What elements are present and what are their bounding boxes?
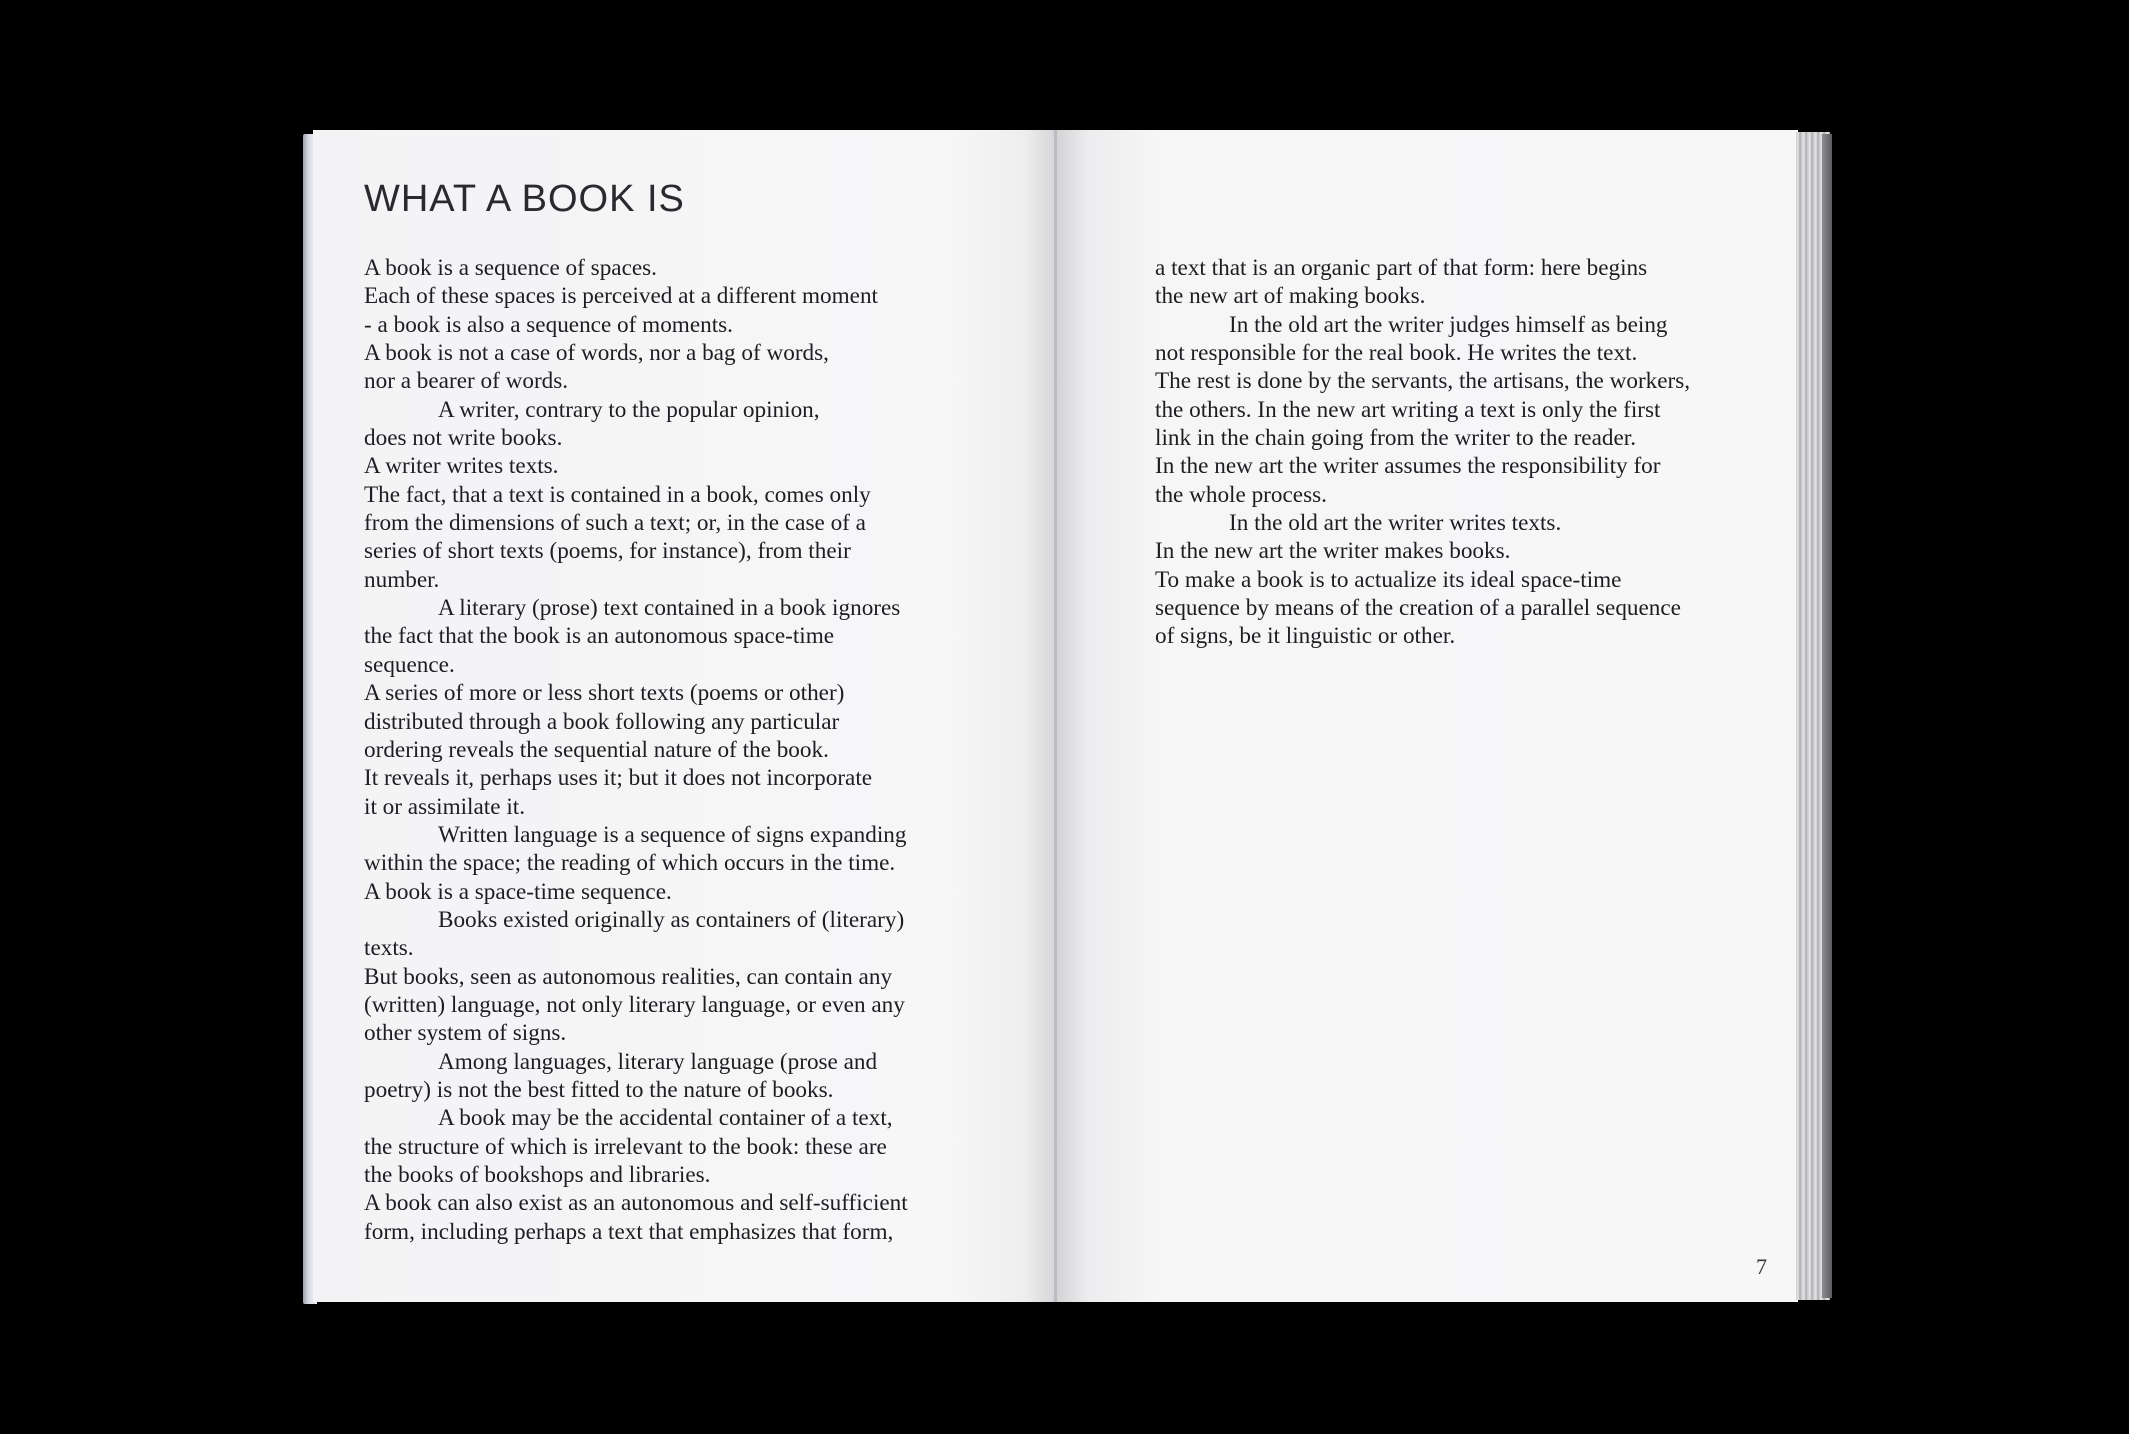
text-line: To make a book is to actualize its ideal space-time — [1155, 566, 1622, 593]
text-line: not responsible for the real book. He writes the text. — [1155, 340, 1638, 367]
text-line: In the old art the writer writes texts. — [1229, 510, 1562, 537]
text-line: sequence. — [364, 651, 455, 678]
text-line: series of short texts (poems, for instance), from their — [364, 538, 851, 565]
page-title: WHAT A BOOK IS — [364, 178, 685, 220]
text-line: Among languages, literary language (prose and — [438, 1048, 878, 1075]
text-line: It reveals it, perhaps uses it; but it does not incorporate — [364, 765, 873, 792]
text-line: ordering reveals the sequential nature of the book. — [364, 736, 829, 763]
page-number: 7 — [1756, 1254, 1767, 1279]
text-line: A book is a sequence of spaces. — [364, 255, 657, 281]
text-line: Books existed originally as containers of (literary) — [438, 906, 905, 933]
text-line: other system of signs. — [364, 1020, 567, 1047]
text-line: the structure of which is irrelevant to the book: these are — [364, 1133, 887, 1160]
text-line: of signs, be it linguistic or other. — [1155, 623, 1456, 650]
text-line: a text that is an organic part of that form: here begins — [1155, 255, 1648, 281]
book-spine — [1054, 130, 1057, 1302]
text-line: A writer writes texts. — [364, 453, 559, 480]
text-line: Each of these spaces is perceived at a different moment — [364, 283, 878, 310]
text-line: the whole process. — [1155, 481, 1327, 508]
text-line: the books of bookshops and libraries. — [364, 1162, 711, 1188]
text-line: it or assimilate it. — [364, 793, 525, 820]
text-line: link in the chain going from the writer to the reader. — [1155, 425, 1636, 452]
text-line: within the space; the reading of which occurs in the time. — [364, 850, 896, 877]
text-line: In the new art the writer makes books. — [1155, 538, 1511, 565]
text-line: In the new art the writer assumes the responsibility for — [1155, 453, 1661, 480]
text-line: from the dimensions of such a text; or, in the case of a — [364, 510, 866, 537]
text-line: The fact, that a text is contained in a book, comes only — [364, 481, 871, 508]
text-line: A book is a space-time sequence. — [364, 878, 672, 905]
text-line: The rest is done by the servants, the artisans, the workers, — [1155, 368, 1691, 395]
text-line: the new art of making books. — [1155, 283, 1426, 310]
text-line: number. — [364, 566, 440, 593]
text-line: form, including perhaps a text that emphasizes that form, — [364, 1218, 894, 1245]
text-line: A book is not a case of words, nor a bag of words, — [364, 340, 829, 367]
right-page-text — [1155, 254, 1795, 651]
text-line: does not write books. — [364, 425, 563, 452]
text-line: nor a bearer of words. — [364, 368, 569, 395]
text-line: A book can also exist as an autonomous and self-sufficient — [364, 1190, 908, 1217]
text-line: A writer, contrary to the popular opinion, — [438, 396, 820, 423]
right-page-edge-shadow — [1822, 134, 1832, 1298]
text-line: the others. In the new art writing a text is only the first — [1155, 396, 1661, 423]
text-line: distributed through a book following any particular — [364, 708, 840, 735]
text-line: poetry) is not the best fitted to the nature of books. — [364, 1076, 834, 1103]
text-line: A book may be the accidental container of a text, — [438, 1105, 893, 1132]
text-line: - a book is also a sequence of moments. — [364, 311, 733, 338]
text-line: But books, seen as autonomous realities, can contain any — [364, 963, 893, 990]
text-line: sequence by means of the creation of a parallel sequence — [1155, 595, 1681, 622]
text-line: In the old art the writer judges himself as being — [1229, 311, 1668, 338]
text-line: texts. — [364, 935, 414, 962]
left-page-text — [364, 254, 1004, 1246]
text-line: Written language is a sequence of signs expanding — [438, 821, 907, 848]
text-line: A series of more or less short texts (poems or other) — [364, 680, 845, 707]
text-line: A literary (prose) text contained in a book ignores — [438, 595, 901, 622]
text-line: (written) language, not only literary language, or even any — [364, 991, 905, 1018]
text-line: the fact that the book is an autonomous space-time — [364, 623, 835, 650]
